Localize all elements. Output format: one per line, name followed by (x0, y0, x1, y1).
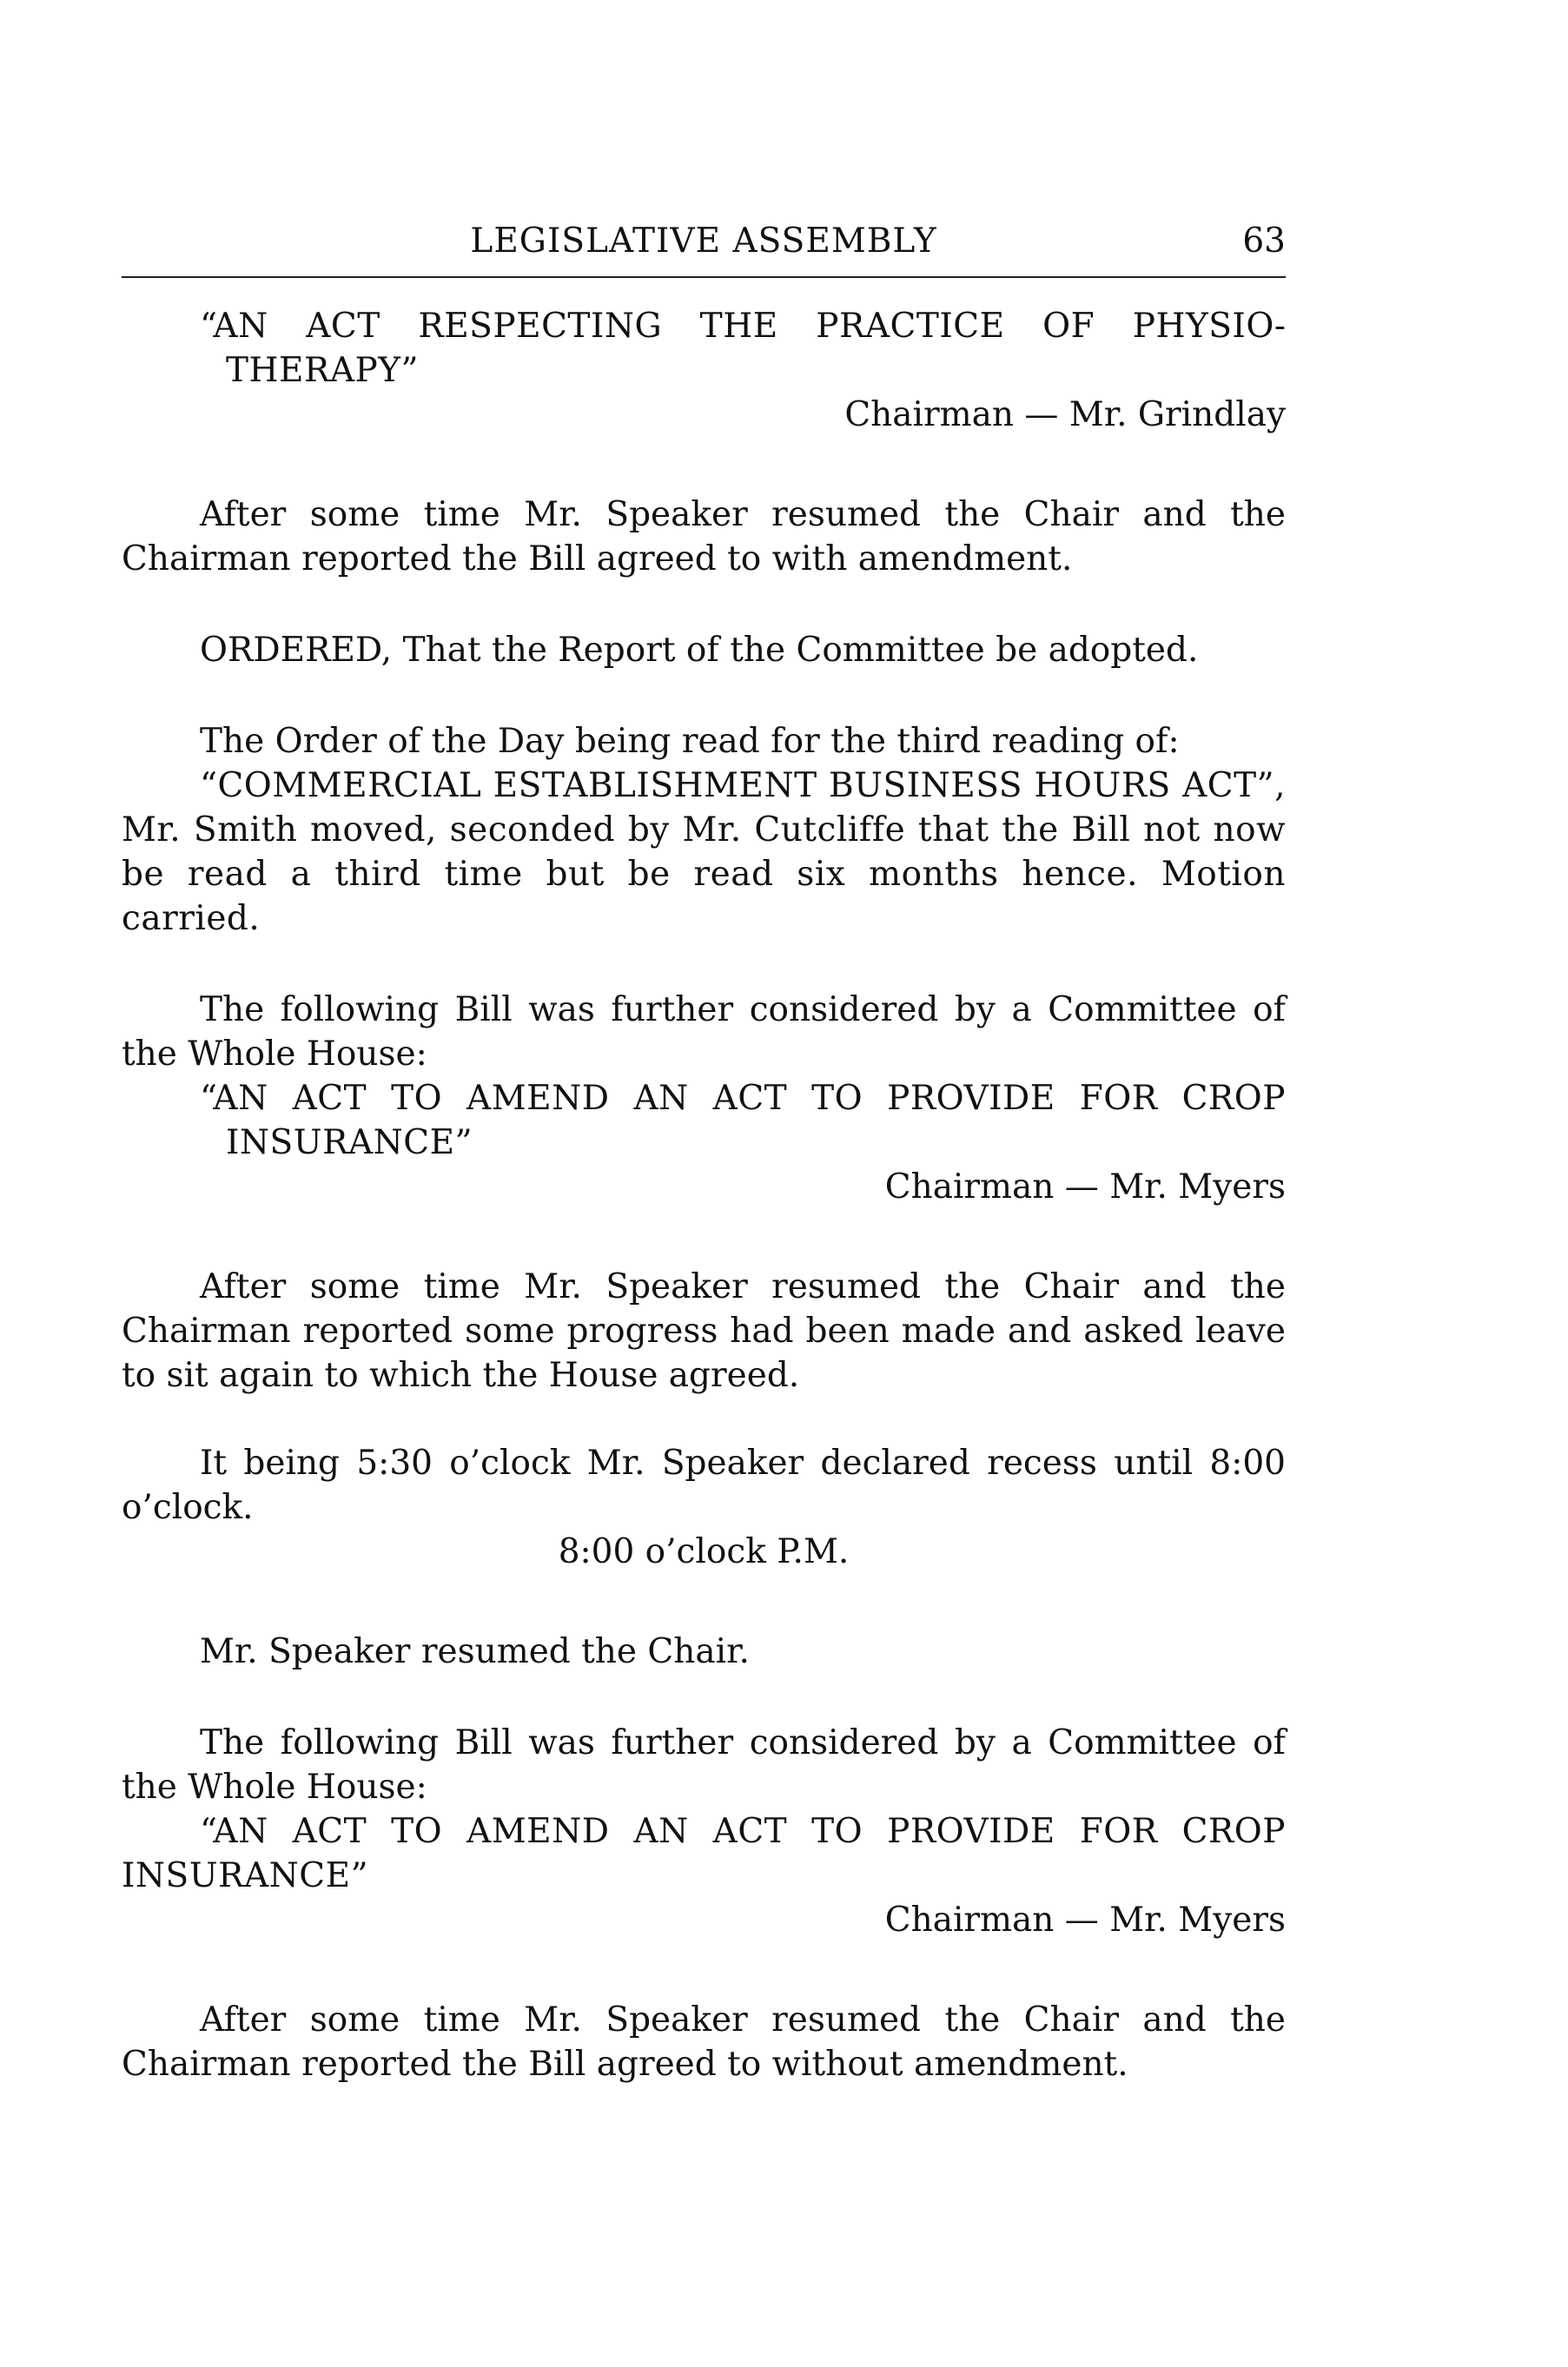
header-title: LEGISLATIVE ASSEMBLY (470, 221, 937, 261)
paragraph: The following Bill was further considered by a Committee of the Whole House: (122, 1723, 1286, 1807)
bill-title-crop-insurance: “AN ACT TO AMEND AN ACT TO PROVIDE FOR CROP INSURANCE” (200, 1079, 1286, 1162)
running-header (122, 215, 1286, 278)
paragraph: The Order of the Day being read for the third reading of: (200, 722, 1180, 761)
page-number: 63 (1242, 221, 1286, 261)
paragraph: It being 5:30 o’clock Mr. Speaker declared recess until 8:00 o’clock. (122, 1444, 1286, 1527)
chairman-line: Chairman — Mr. Myers (884, 1167, 1286, 1207)
paragraph: The following Bill was further considered by a Committee of the Whole House: (122, 990, 1286, 1074)
chairman-line: Chairman — Mr. Grindlay (844, 395, 1286, 434)
paragraph: Mr. Speaker resumed the Chair. (200, 1632, 750, 1671)
paragraph: After some time Mr. Speaker resumed the Chair and the Chairman reported the Bill agreed to with amendment. (122, 495, 1286, 579)
time-heading: 8:00 o’clock P.M. (558, 1532, 850, 1571)
paragraph: ORDERED, That the Report of the Committee be adopted. (200, 631, 1199, 670)
chairman-line: Chairman — Mr. Myers (884, 1901, 1286, 1940)
paragraph: After some time Mr. Speaker resumed the Chair and the Chairman reported some progress had been made and asked leave to sit again to which the House agreed. (122, 1267, 1286, 1395)
bill-title-crop-insurance: “AN ACT TO AMEND AN ACT TO PROVIDE FOR CROP INSURANCE” (122, 1812, 1286, 1895)
bill-motion-paragraph: “COMMERCIAL ESTABLISHMENT BUSINESS HOURS ACT”, Mr. Smith moved, seconded by Mr. Cutcliffe that the Bill not now be read a third time but be read six months hence. Motion carried. (122, 766, 1286, 938)
paragraph: After some time Mr. Speaker resumed the Chair and the Chairman reported the Bill agreed to without amendment. (122, 2000, 1286, 2084)
document-body (122, 304, 1286, 2086)
bill-title-physiotherapy: “AN ACT RESPECTING THE PRACTICE OF PHYSIOTHERAPY” (200, 307, 1286, 390)
